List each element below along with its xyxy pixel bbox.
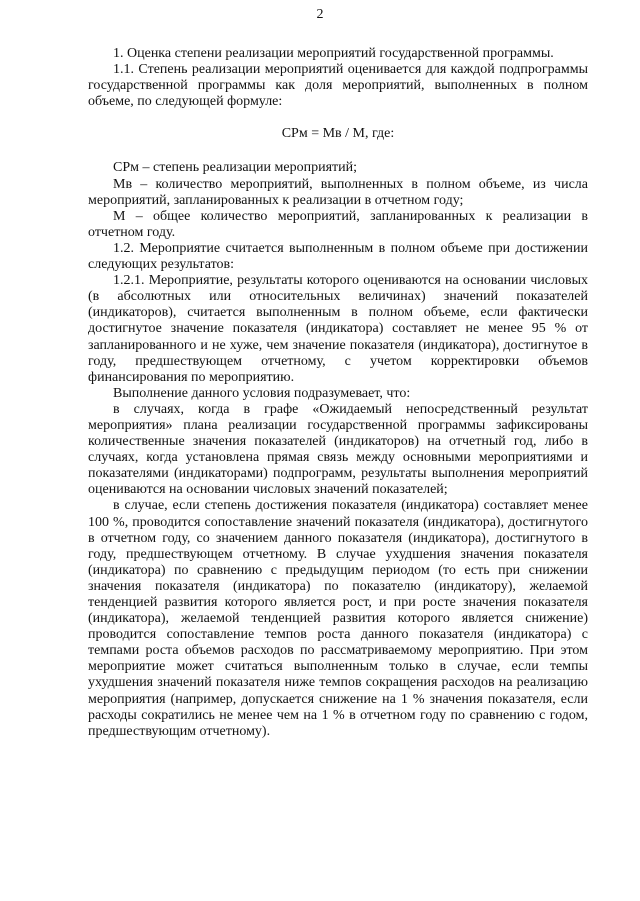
paragraph-1-2-1: 1.2.1. Мероприятие, результаты которого оцениваются на основании числовых (в абсолютных или относительных величинах) значений показателей (индикаторов), считается выполненным в полном объеме, если фактически достигнутое значение показателя (индикатора) составляет не менее 95 % от запланированного и не хуже, чем значение показателя (индикатора), достигнутое в году, предшествующем отчетному, с учетом корректировки объемов финансирования по мероприятию. [88,273,588,385]
definition-mv: Мв – количество мероприятий, выполненных в полном объеме, из числа мероприятий, запланированных к реализации в отчетном году; [88,176,588,208]
section-heading-1: 1. Оценка степени реализации мероприятий государственной программы. [113,46,554,61]
definition-m: М – общее количество мероприятий, запланированных к реализации в отчетном году. [88,208,588,240]
paragraph-condition-intro: Выполнение данного условия подразумевает, что: [113,385,411,401]
paragraph-condition-2: в случае, если степень достижения показателя (индикатора) составляет менее 100 %, проводится сопоставление значений показателя (индикатора), достигнутого в отчетном году, со значением данного показателя (индикатора), достигнутого в году, предшествующем отчетному. В случае ухудшения значения показателя (индикатора) по сравнению с предыдущим периодом (то есть при снижении значения показателя (индикатора) по показателю (индикатору), желаемой тенденцией развития которого является рост, и при росте значения показателя (индикатора), желаемой тенденцией развития которого является снижение) проводится сопоставление темпов роста данного показателя (индикатора) с темпами роста объемов расходов по рассматриваемому мероприятию. При этом мероприятие может считаться выполненным только в случае, если темпы ухудшения значений показателя ниже темпов сокращения расходов на реализацию мероприятия (например, допускается снижение на 1 % значения показателя, если расходы сократились не менее чем на 1 % в отчетном году по сравнению с годом, предшествующим отчетному). [88,498,588,739]
paragraph-1-2: 1.2. Мероприятие считается выполненным в полном объеме при достижении следующих результатов: [88,240,588,273]
definition-srm: СРм – степень реализации мероприятий; [113,160,358,176]
paragraph-1-1: 1.1. Степень реализации мероприятий оценивается для каждой подпрограммы государственной программы как доля мероприятий, выполненных в полном объеме, по следующей формуле: [88,62,588,110]
formula: СРм = Мв / М, где: [281,126,395,142]
document-body [88,46,588,740]
paragraph-condition-1: в случаях, когда в графе «Ожидаемый непосредственный результат мероприятия» плана реализации государственной программы зафиксированы количественные значения показателей (индикаторов) на отчетный год, либо в случаях, когда установлена прямая связь между основными мероприятиями и показателями (индикаторами) подпрограмм, результаты выполнения мероприятий оцениваются на основании числовых значений показателей; [88,401,588,498]
page-number: 2 [316,7,324,22]
